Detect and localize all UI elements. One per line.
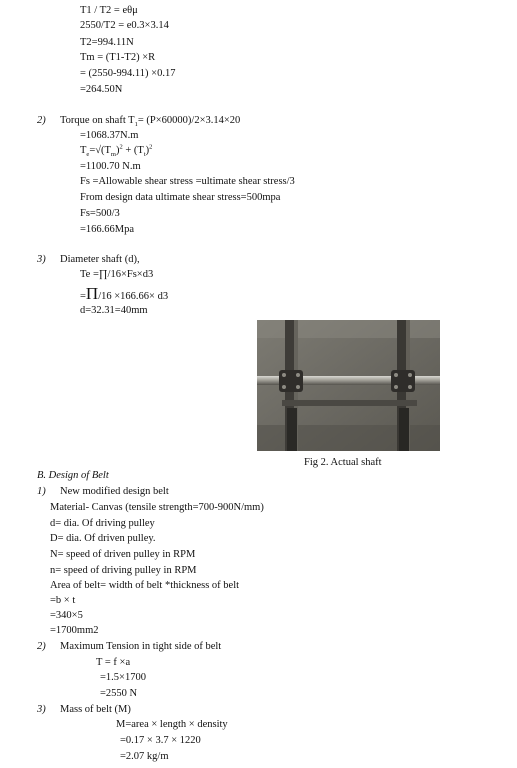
belt-area-bt: =b × t	[50, 595, 76, 606]
tension-value: =2550 N	[100, 688, 138, 699]
def-driven-pulley: D= dia. Of driven pulley.	[50, 533, 156, 544]
section-b-heading: B. Design of Belt	[37, 470, 109, 481]
shaft-photo	[257, 320, 440, 451]
eq-t2-expression: 2550/T2 = e0.3×3.14	[80, 20, 169, 31]
def-driving-pulley: d= dia. Of driving pulley	[50, 518, 155, 529]
torque-heading: Torque on shaft $T_1= (P\times 60000)/2\times 3.14\times 20$	[60, 115, 241, 129]
fs-expression: Fs=500/3	[80, 208, 120, 219]
tension-formula: T = f ×a	[96, 657, 131, 668]
eq-t2-value: T2=994.11N	[80, 37, 134, 48]
eq-te: $T_e=√(T_m)^2 + (T_t)^2$	[80, 143, 153, 159]
item-number-2: 2)	[37, 115, 46, 126]
mass-value: =2.07 kg/m	[120, 751, 169, 762]
item-number-2b: 2)	[37, 641, 46, 652]
diameter-value: d=32.31=40mm	[80, 305, 148, 316]
item-number-1: 1)	[37, 486, 46, 497]
figure-caption: Fig 2. Actual shaft	[304, 457, 382, 468]
belt-design-heading: New modified design belt	[60, 486, 169, 497]
eq-tm-subst: = (2550-994.11) ×0.17	[80, 68, 176, 79]
torque-value: =1068.37N.m	[80, 130, 139, 141]
eq-tension-ratio: T1 / T2 = eθμ	[80, 5, 138, 16]
belt-material: Material- Canvas (tensile strength=700-900N/mm)	[50, 502, 264, 513]
ultimate-shear-stress: From design data ultimate shear stress=500mpa	[80, 192, 281, 203]
tension-subst: =1.5×1700	[100, 672, 146, 683]
item-number-3b: 3)	[37, 704, 46, 715]
te-value: =1100.70 N.m	[80, 161, 141, 172]
item-number-3: 3)	[37, 254, 46, 265]
max-tension-heading: Maximum Tension in tight side of belt	[60, 641, 222, 652]
eq-te-formula: Te =∏/16×Fs×d3	[80, 269, 154, 280]
belt-mass-heading: Mass of belt (M)	[60, 704, 131, 715]
belt-area-formula: Area of belt= width of belt *thickness of belt	[50, 580, 240, 591]
mass-subst: =0.17 × 3.7 × 1220	[120, 735, 201, 746]
eq-tm: Tm = (T1-T2) ×R	[80, 52, 156, 63]
def-driving-speed: n= speed of driving pulley in RPM	[50, 565, 197, 576]
allowable-shear-stress: Fs =Allowable shear stress =ultimate shear stress/3	[80, 176, 295, 187]
belt-area-value: =1700mm2	[50, 625, 99, 636]
diameter-heading: Diameter shaft (d),	[60, 254, 140, 265]
fs-value: =166.66Mpa	[80, 224, 135, 235]
mass-formula: M=area × length × density	[116, 719, 228, 730]
eq-te-subst: =Π/16 ×166.66× d3	[80, 284, 169, 303]
eq-tm-value: =264.50N	[80, 84, 123, 95]
def-driven-speed: N= speed of driven pulley in RPM	[50, 549, 196, 560]
belt-area-subst: =340×5	[50, 610, 83, 621]
